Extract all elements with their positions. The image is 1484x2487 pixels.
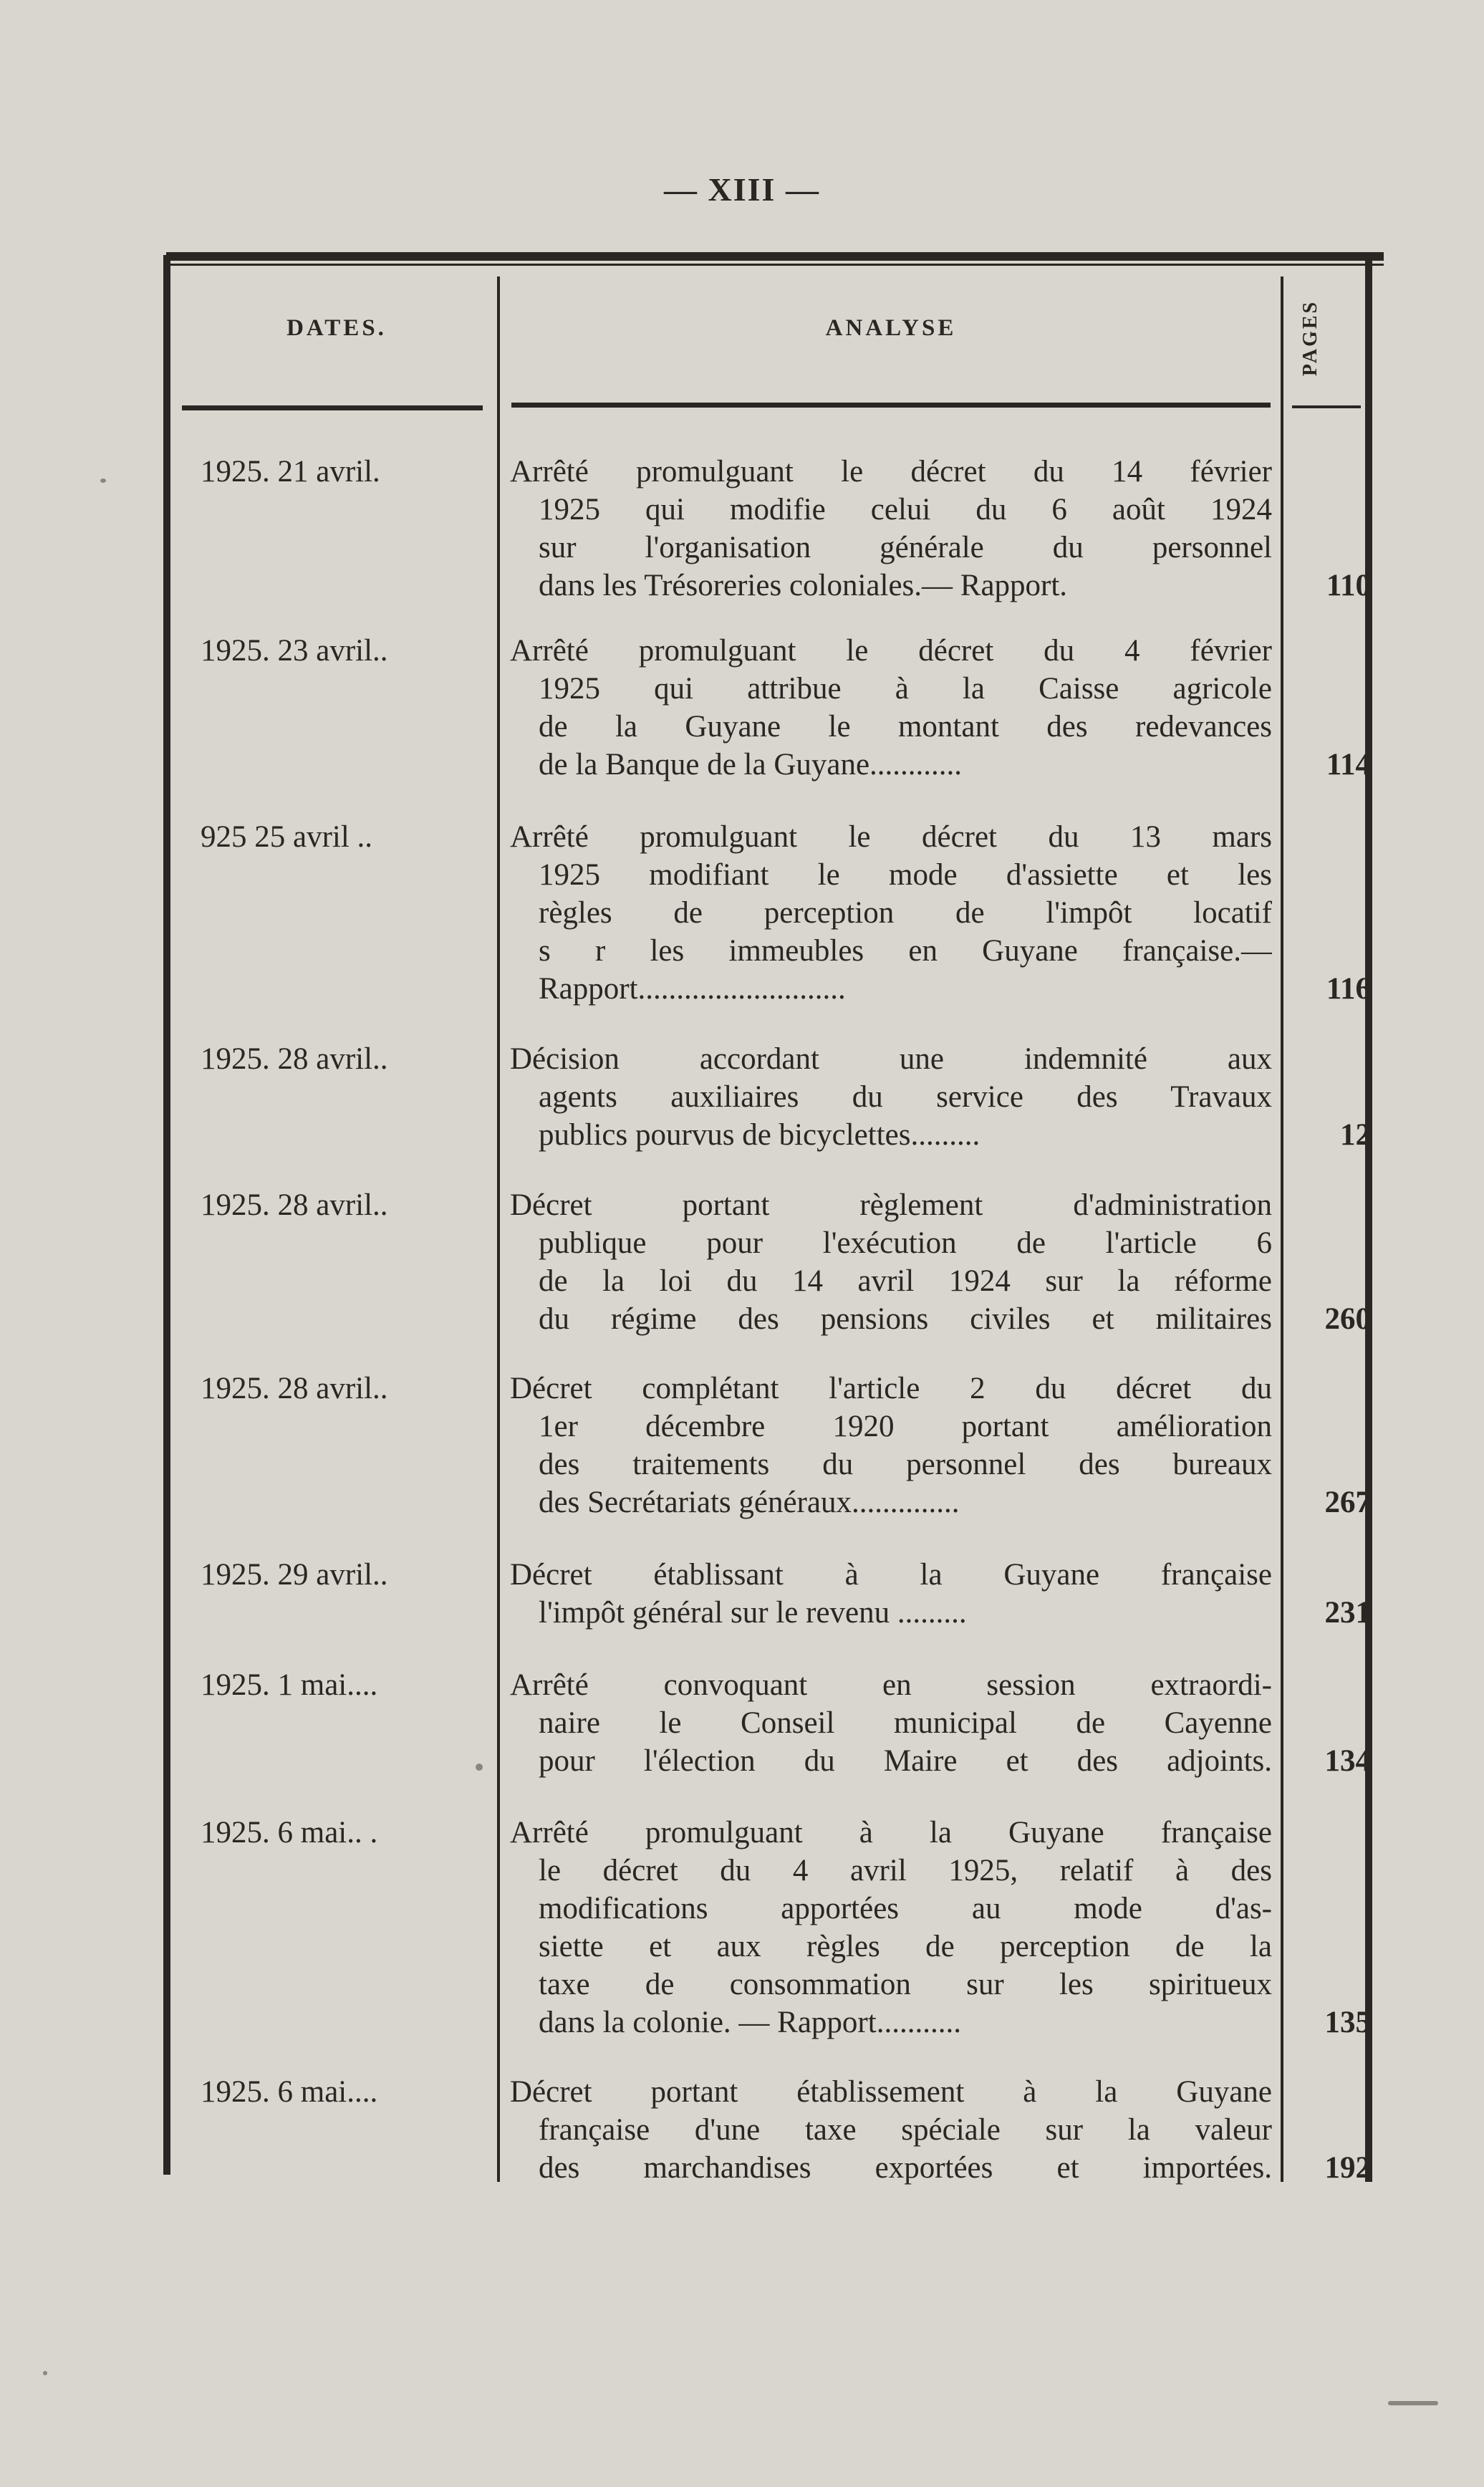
analyse-line: publique pour l'exécution de l'article 6 [539, 1226, 1272, 1260]
row-page: 116 [1326, 972, 1371, 1006]
row-page: 114 [1326, 748, 1371, 781]
row-date: 1925. 21 avril. [201, 455, 380, 489]
table-right-border [1365, 255, 1372, 2182]
row-analyse [510, 1556, 1272, 1632]
analyse-line: s r les immeubles en Guyane française.— [539, 934, 1272, 968]
row-analyse [510, 1370, 1272, 1521]
analyse-line: 1925 qui modifie celui du 6 août 1924 [539, 493, 1272, 526]
column-header-pages-label: PAGES [1299, 299, 1321, 377]
row-date: 1925. 28 avril.. [201, 1372, 388, 1405]
analyse-line: Arrêté convoquant en session extraordi- [510, 1668, 1272, 1702]
header-rule-dates [182, 405, 483, 410]
analyse-line: des traitements du personnel des bureaux [539, 1448, 1272, 1481]
row-date: 1925. 28 avril.. [201, 1188, 388, 1222]
analyse-line: agents auxiliaires du service des Travaux [539, 1080, 1272, 1114]
header-rule-analyse [511, 403, 1271, 408]
table-top-rule-thin [166, 264, 1384, 266]
row-date: 925 25 avril .. [201, 820, 373, 854]
analyse-line: Décret complétant l'article 2 du décret du [510, 1372, 1272, 1405]
row-date: 1925. 23 avril.. [201, 634, 388, 668]
row-page: 12 [1340, 1118, 1371, 1152]
analyse-line: de la Guyane le montant des redevances [539, 710, 1272, 744]
row-analyse [510, 632, 1272, 784]
analyse-line: siette et aux règles de perception de la [539, 1930, 1272, 1963]
row-page: 192 [1324, 2151, 1371, 2185]
analyse-line: Arrêté promulguant le décret du 4 février [510, 634, 1272, 668]
analyse-line: sur l'organisation générale du personnel [539, 531, 1272, 564]
analyse-line: Arrêté promulguant le décret du 14 février [510, 455, 1272, 489]
column-divider-dates [497, 276, 500, 2182]
column-header-dates: DATES. [286, 315, 387, 341]
row-date: 1925. 28 avril.. [201, 1042, 388, 1076]
analyse-line: pour l'élection du Maire et des adjoints. [539, 1744, 1272, 1778]
ink-speck [1388, 2401, 1438, 2405]
analyse-line: dans la colonie. — Rapport........... [539, 2006, 961, 2039]
row-page: 110 [1326, 569, 1371, 602]
table-top-rule [166, 252, 1384, 261]
row-page: 134 [1324, 1744, 1371, 1778]
row-analyse [510, 818, 1272, 1008]
row-page: 231 [1324, 1596, 1371, 1630]
row-page: 260 [1324, 1302, 1371, 1336]
analyse-line: l'impôt général sur le revenu ......... [539, 1596, 967, 1630]
analyse-line: Rapport........................... [539, 972, 846, 1006]
analyse-line: taxe de consommation sur les spiritueux [539, 1968, 1272, 2001]
row-date: 1925. 1 mai.... [201, 1668, 378, 1702]
row-page: 135 [1324, 2006, 1371, 2039]
analyse-line: des marchandises exportées et importées. [539, 2151, 1272, 2185]
analyse-line: 1925 modifiant le mode d'assiette et les [539, 858, 1272, 892]
page-number: — XIII — [664, 171, 820, 208]
row-date: 1925. 6 mai.... [201, 2075, 378, 2109]
analyse-line: Arrêté promulguant le décret du 13 mars [510, 820, 1272, 854]
row-analyse [510, 1040, 1272, 1154]
analyse-line: de la Banque de la Guyane............ [539, 748, 963, 781]
row-analyse [510, 1814, 1272, 2041]
analyse-line: Décision accordant une indemnité aux [510, 1042, 1272, 1076]
analyse-line: 1925 qui attribue à la Caisse agricole [539, 672, 1272, 706]
column-divider-analyse [1281, 276, 1283, 2182]
ink-speck [43, 2371, 47, 2375]
analyse-line: Décret portant établissement à la Guyane [510, 2075, 1272, 2109]
table-left-border [163, 255, 170, 2175]
analyse-line: 1er décembre 1920 portant amélioration [539, 1410, 1272, 1443]
analyse-line: de la loi du 14 avril 1924 sur la réforme [539, 1264, 1272, 1298]
analyse-line: le décret du 4 avril 1925, relatif à des [539, 1854, 1272, 1887]
analyse-line: publics pourvus de bicyclettes......... [539, 1118, 980, 1152]
analyse-line: du régime des pensions civiles et militaires [539, 1302, 1272, 1336]
analyse-line: dans les Trésoreries coloniales.— Rapport. [539, 569, 1068, 602]
row-analyse [510, 2073, 1272, 2187]
analyse-line: Décret portant règlement d'administration [510, 1188, 1272, 1222]
analyse-line: règles de perception de l'impôt locatif [539, 896, 1272, 930]
analyse-line: Décret établissant à la Guyane française [510, 1558, 1272, 1592]
column-header-pages [1289, 281, 1332, 395]
column-header-analyse: ANALYSE [825, 315, 957, 341]
analyse-line: naire le Conseil municipal de Cayenne [539, 1706, 1272, 1740]
header-rule-pages [1292, 405, 1361, 408]
analyse-line: Arrêté promulguant à la Guyane française [510, 1816, 1272, 1849]
ink-speck [100, 478, 106, 483]
row-page: 267 [1324, 1486, 1371, 1519]
row-analyse [510, 1666, 1272, 1780]
row-date: 1925. 6 mai.. . [201, 1816, 378, 1849]
analyse-line: des Secrétariats généraux.............. [539, 1486, 960, 1519]
row-analyse [510, 453, 1272, 605]
analyse-line: modifications apportées au mode d'as- [539, 1892, 1272, 1925]
analyse-line: française d'une taxe spéciale sur la valeur [539, 2113, 1272, 2147]
row-date: 1925. 29 avril.. [201, 1558, 388, 1592]
ink-speck [476, 1764, 483, 1771]
row-analyse [510, 1186, 1272, 1338]
